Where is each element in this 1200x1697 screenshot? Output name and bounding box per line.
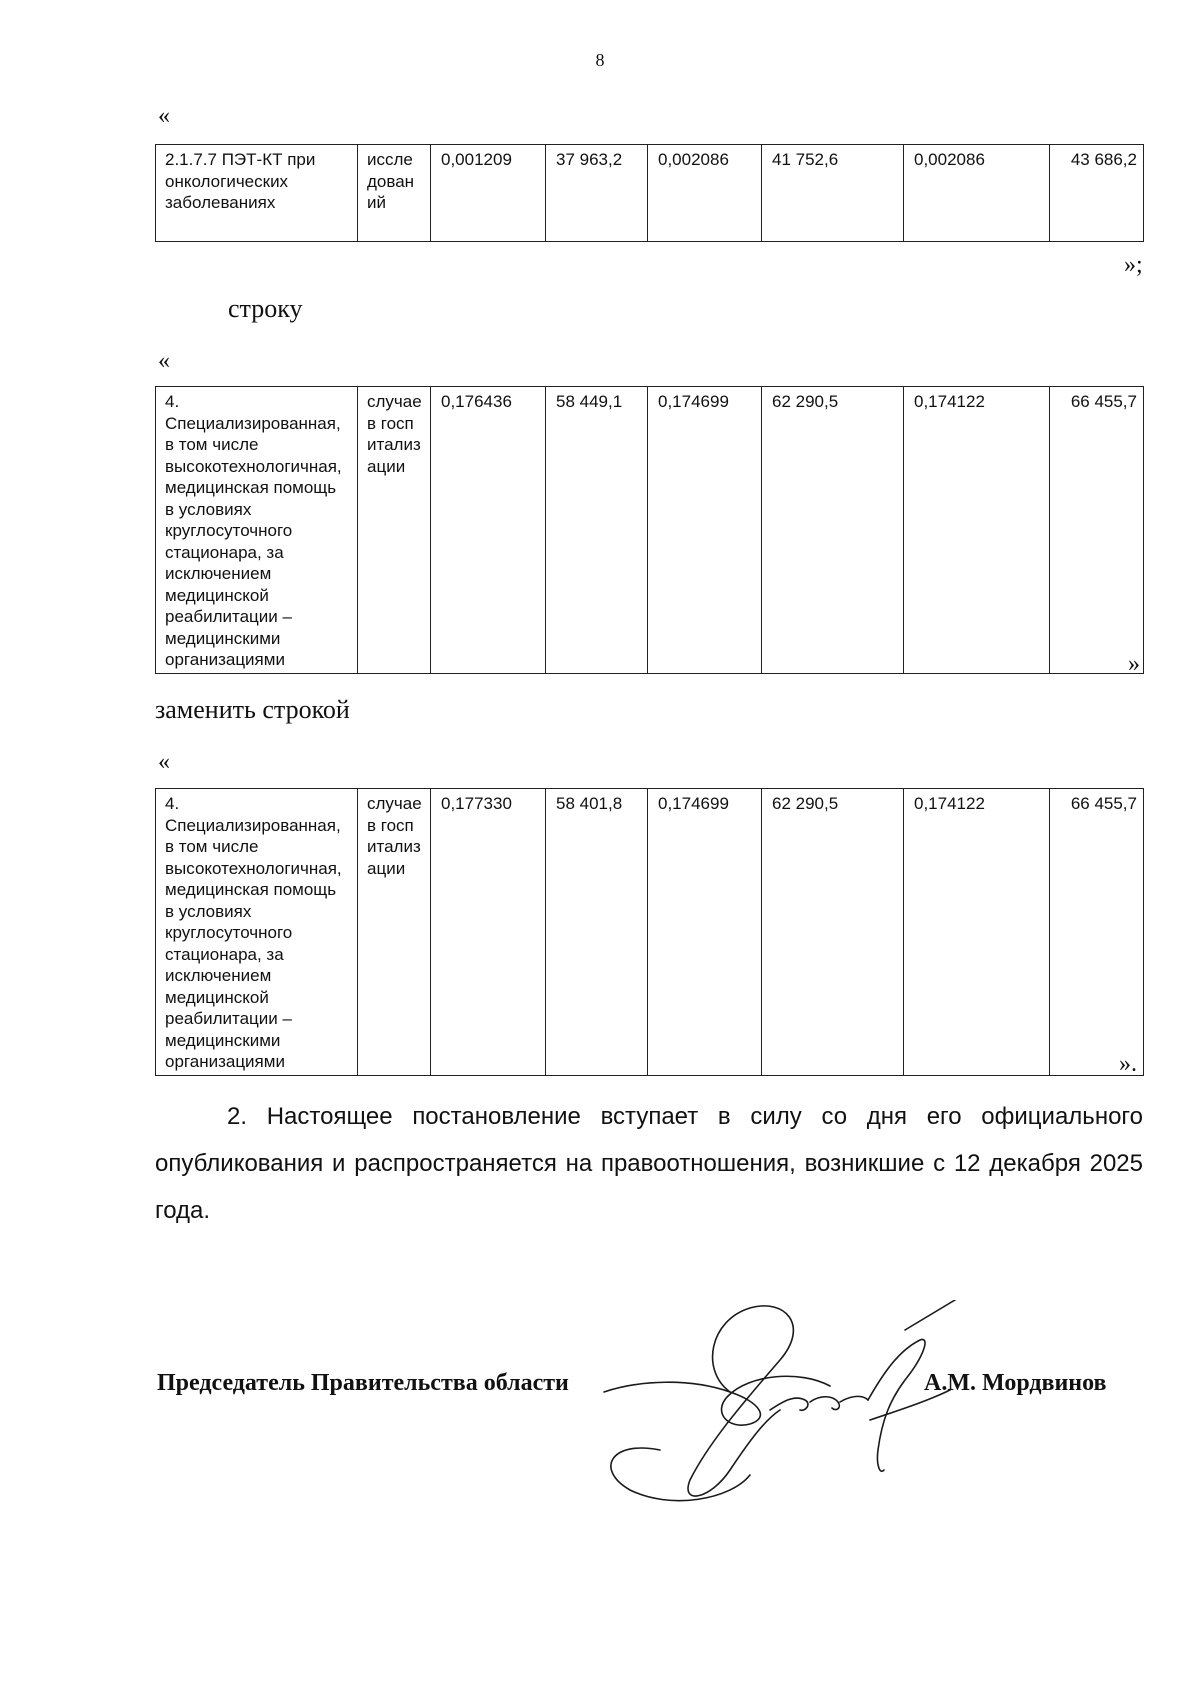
- table-cell-value: 37 963,2: [546, 145, 648, 242]
- close-quote: ».: [1119, 1051, 1137, 1077]
- table-row-pet-kt: [155, 144, 1144, 242]
- table-cell-value: 0,177330: [431, 789, 546, 1076]
- close-quote: »: [1128, 651, 1140, 677]
- table-row-old: [155, 386, 1144, 677]
- table-cell-value: 58 401,8: [546, 789, 648, 1076]
- table-cell-value: 0,174122: [904, 387, 1050, 674]
- table-cell-name: 4. Специализированная, в том числе высокотехнологичная, медицинская помощь в условиях круглосуточного стационара, за исключением медицинской реабилитации – медицинскими организациями: [156, 789, 358, 1076]
- open-quote: «: [158, 348, 170, 374]
- table-cell-value: 41 752,6: [762, 145, 904, 242]
- table-cell-value: 66 455,7: [1050, 789, 1144, 1076]
- table-cell-value: 0,001209: [431, 145, 546, 242]
- open-quote: «: [158, 103, 170, 129]
- table-cell-value: 43 686,2: [1050, 145, 1144, 242]
- table-cell-value: 0,002086: [904, 145, 1050, 242]
- word-stroku: строку: [228, 294, 303, 323]
- close-quote: »;: [1124, 252, 1143, 278]
- table-row-new: [155, 788, 1144, 1076]
- table-cell-value: 62 290,5: [762, 387, 904, 674]
- table-cell-value: 62 290,5: [762, 789, 904, 1076]
- table-cell-value: 0,174699: [648, 387, 762, 674]
- table-cell-unit: исследований: [358, 145, 431, 242]
- table-cell-unit: случаев госпитализации: [358, 387, 431, 674]
- table-cell-value: 0,174122: [904, 789, 1050, 1076]
- table-cell-value: 66 455,7: [1050, 387, 1144, 674]
- word-zamenit: заменить строкой: [155, 695, 350, 724]
- table-cell-value: 0,002086: [648, 145, 762, 242]
- paragraph-2: 2. Настоящее постановление вступает в силу со дня его официального опубликования и распространяется на правоотношения, возникшие с 12 декабря 2025 года.: [155, 1103, 1143, 1224]
- signature-image: [600, 1300, 960, 1530]
- signer-title: Председатель Правительства области: [157, 1370, 569, 1396]
- table-cell-value: 0,174699: [648, 789, 762, 1076]
- table-cell-name: 2.1.7.7 ПЭТ-КТ при онкологических заболеваниях: [156, 145, 358, 242]
- open-quote: «: [158, 749, 170, 775]
- table-cell-unit: случаев госпитализации: [358, 789, 431, 1076]
- table-cell-value: 0,176436: [431, 387, 546, 674]
- signer-name: А.М. Мордвинов: [924, 1370, 1107, 1396]
- table-cell-value: 58 449,1: [546, 387, 648, 674]
- page-number: 8: [595, 50, 605, 70]
- table-cell-name: 4. Специализированная, в том числе высокотехнологичная, медицинская помощь в условиях круглосуточного стационара, за исключением медицинской реабилитации – медицинскими организациями: [156, 387, 358, 674]
